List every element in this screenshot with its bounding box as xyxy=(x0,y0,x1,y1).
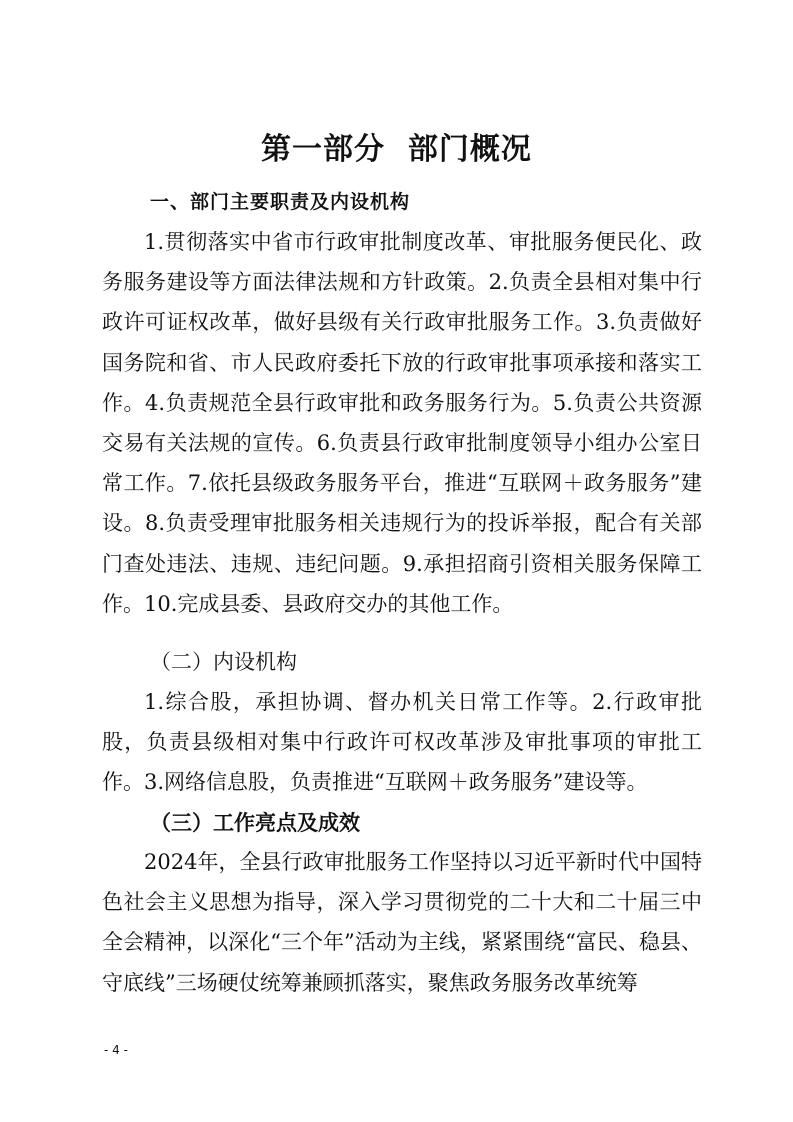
page-title: 第一部分 部门概况 xyxy=(261,132,532,167)
section-heading: 一、部门主要职责及内设机构 xyxy=(150,191,411,213)
page-number: - 4 - xyxy=(104,1043,128,1057)
duties-paragraph: 1.贯彻落实中省市行政审批制度改革、审批服务便民化、政务服务建设等方面法律法规和方针政策。2.负责全县相对集中行政许可证权改革，做好县级有关行政审批服务工作。3.负责做好国务院和省、市人民政府委托下放的行政审批事项承接和落实工作。4.负责规范全县行政审批和政务服务行为。5.负责公共资源交易有关法规的宣传。6.负责县行政审批制度领导小组办公室日常工作。7.依托县级政务服务平台，推进“互联网＋政务服务”建设。8.负责受理审批服务相关违规行为的投诉举报，配合有关部门查处违法、违规、违纪问题。9.承担招商引资相关服务保障工作。10.完成县委、县政府交办的其他工作。 xyxy=(102,230,702,616)
highlights-subheading: （三）工作亮点及成效 xyxy=(150,810,360,835)
highlights-paragraph: 2024年，全县行政审批服务工作坚持以习近平新时代中国特色社会主义思想为指导，深入学习贯彻党的二十大和二十届三中全会精神，以深化“三个年”活动为主线，紧紧围绕“富民、稳县、守底线”三场硬仗统筹兼顾抓落实，聚焦政务服务改革统筹 xyxy=(102,850,702,995)
internal-structure-subheading: （二）内设机构 xyxy=(150,650,297,674)
internal-structure-paragraph: 1.综合股，承担协调、督办机关日常工作等。2.行政审批股，负责县级相对集中行政许可权改革涉及审批事项的审批工作。3.网络信息股，负责推进“互联网＋政务服务”建设等。 xyxy=(102,690,702,795)
